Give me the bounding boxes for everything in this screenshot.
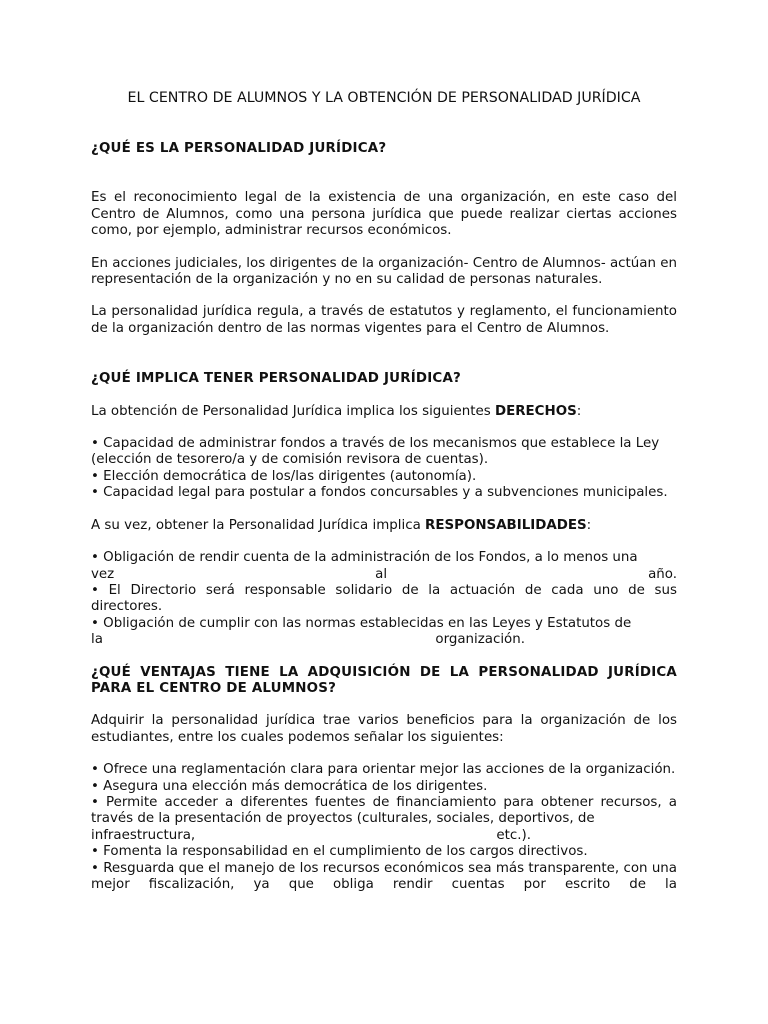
list-item: la organización. [91,632,525,648]
list-item: • Permite acceder a diferentes fuentes de financiamiento para obtener recursos, a través de la presentación de proyectos (culturales, sociales, deportivos, de [91,794,677,827]
list-item: vez al año. [91,566,677,582]
list-item: • Resguarda que el manejo de los recursos económicos sea más transparente, con una mejor fiscalización, ya que obliga rendir cuentas por escrito de la [91,860,677,892]
responsabilidades-list [91,550,677,648]
list-item: • Capacidad legal para postular a fondos concursables y a subvenciones municipales. [91,485,668,501]
list-item: • Obligación de rendir cuenta de la administración de los Fondos, a lo menos una [91,550,638,566]
paragraph-judicial-actions: En acciones judiciales, los dirigentes de la organización- Centro de Alumnos- actúan en representación de la organización y no en su calidad de personas naturales. [91,255,677,288]
list-item: • Asegura una elección más democrática de los dirigentes. [91,778,488,794]
derechos-colon: : [576,403,582,419]
section-heading-ventajas: ¿QUÉ VENTAJAS TIENE LA ADQUISICIÓN DE LA PERSONALIDAD JURÍDICA PARA EL CENTRO DE ALUMNOS? [91,664,677,696]
responsabilidades-colon: : [586,517,592,533]
section-heading-que-implica: ¿QUÉ IMPLICA TENER PERSONALIDAD JURÍDICA? [91,371,461,387]
responsabilidades-label: RESPONSABILIDADES [425,517,587,533]
paragraph-responsabilidades-intro [91,518,677,534]
paragraph-derechos-intro [91,404,677,420]
ventajas-list [91,762,677,893]
list-item: (elección de tesorero/a y de comisión revisora de cuentas). [91,452,489,468]
paragraph-ventajas-intro: Adquirir la personalidad jurídica trae varios beneficios para la organización de los estudiantes, entre los cuales podemos señalar los siguientes: [91,713,677,745]
document-page [91,90,677,893]
section-heading-que-es: ¿QUÉ ES LA PERSONALIDAD JURÍDICA? [91,141,387,156]
derechos-label: DERECHOS [494,403,577,419]
derechos-list [91,436,677,502]
list-item: • Ofrece una reglamentación clara para orientar mejor las acciones de la organización. [91,762,676,778]
list-item: • Elección democrática de los/las dirigentes (autonomía). [91,468,477,484]
list-item: infraestructura, etc.). [91,827,531,843]
paragraph-definition: Es el reconocimiento legal de la existencia de una organización, en este caso del Centro de Alumnos, como una persona jurídica que puede realizar ciertas acciones como, por ejemplo, administrar recursos económicos. [91,190,677,239]
document-title: EL CENTRO DE ALUMNOS Y LA OBTENCIÓN DE PERSONALIDAD JURÍDICA [127,90,641,106]
responsabilidades-intro-text: A su vez, obtener la Personalidad Jurídica implica [91,517,426,533]
list-item: • Obligación de cumplir con las normas establecidas en las Leyes y Estatutos de [91,615,632,631]
paragraph-regulation: La personalidad jurídica regula, a través de estatutos y reglamento, el funcionamiento de la organización dentro de las normas vigentes para el Centro de Alumnos. [91,304,677,336]
list-item: • Fomenta la responsabilidad en el cumplimiento de los cargos directivos. [91,844,588,860]
list-item: • Capacidad de administrar fondos a través de los mecanismos que establece la Ley [91,436,660,452]
derechos-intro-text: La obtención de Personalidad Jurídica implica los siguientes [91,403,495,419]
list-item: • El Directorio será responsable solidario de la actuación de cada uno de sus directores. [91,582,677,615]
